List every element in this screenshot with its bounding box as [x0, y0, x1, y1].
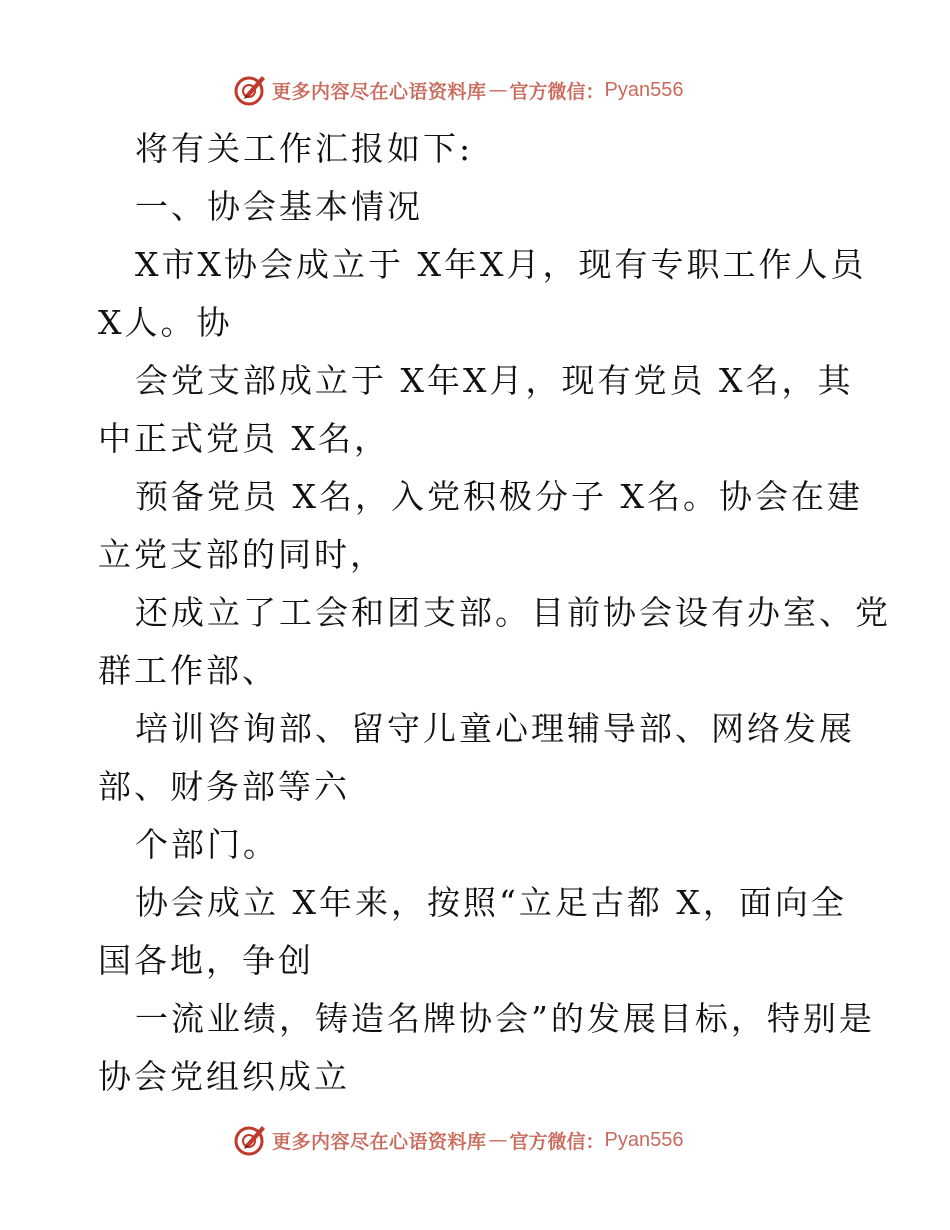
- pen-logo-icon: [232, 72, 268, 108]
- document-body: [98, 120, 891, 1106]
- text-line: 群工作部、: [98, 651, 278, 690]
- banner-separator: —: [488, 79, 508, 101]
- text-line: X市X协会成立于 X年X月，现有专职工作人员: [135, 245, 867, 284]
- banner-separator: —: [488, 1129, 508, 1151]
- text-line: 中正式党员 X名，: [98, 419, 390, 458]
- footer-banner: [232, 1120, 684, 1160]
- header-banner: [232, 70, 684, 110]
- text-line: 协会党组织成立: [98, 1057, 350, 1096]
- banner-wechat-label: 官方微信：: [509, 80, 605, 103]
- section-heading: 一、协会基本情况: [135, 187, 423, 226]
- text-line: 将有关工作汇报如下:: [135, 129, 474, 168]
- pen-logo-icon: [232, 1122, 268, 1158]
- banner-wechat-id: Pyan556: [604, 1128, 684, 1151]
- text-line: X人。协: [98, 303, 233, 342]
- banner-text: 更多内容尽在心语资料库: [272, 80, 487, 103]
- text-line: 国各地，争创: [98, 941, 314, 980]
- text-line: 培训咨询部、留守儿童心理辅导部、网络发展: [135, 709, 855, 748]
- text-line: 还成立了工会和团支部。目前协会设有办室、党: [135, 593, 891, 632]
- text-line: 协会成立 X年来，按照“立足古都 X，面向全: [135, 883, 847, 922]
- text-line: 部、财务部等六: [98, 767, 350, 806]
- banner-wechat-id: Pyan556: [604, 78, 684, 101]
- text-line: 预备党员 X名，入党积极分子 X名。协会在建: [135, 477, 863, 516]
- text-line: 会党支部成立于 X年X月，现有党员 X名，其: [135, 361, 854, 400]
- text-line: 个部门。: [135, 825, 279, 864]
- text-line: 一流业绩，铸造名牌协会”的发展目标，特别是: [135, 999, 875, 1038]
- banner-wechat-label: 官方微信：: [509, 1130, 605, 1153]
- banner-text: 更多内容尽在心语资料库: [272, 1130, 487, 1153]
- text-line: 立党支部的同时，: [98, 535, 386, 574]
